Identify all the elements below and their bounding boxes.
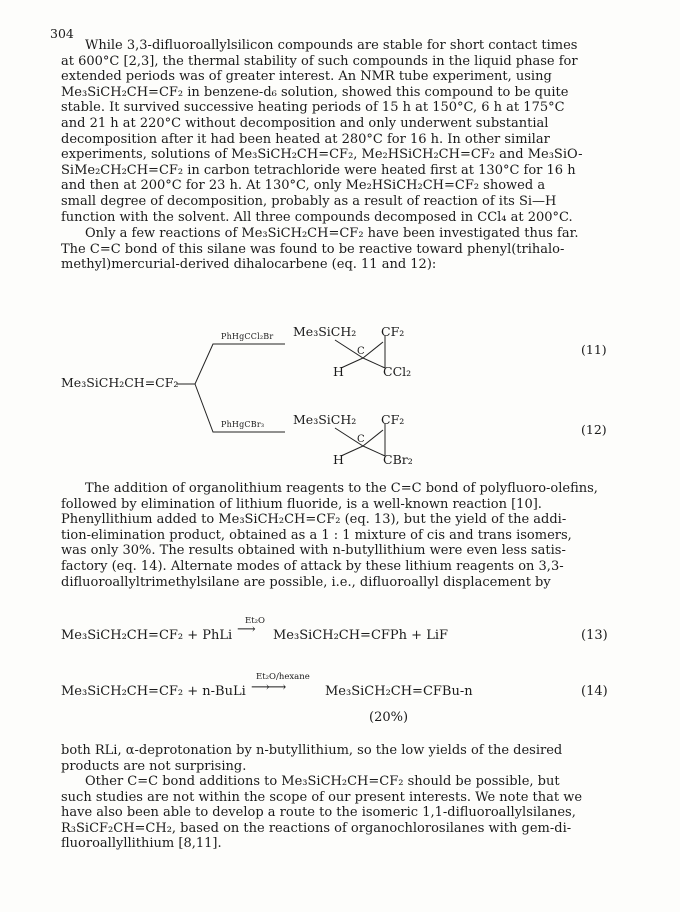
text-line: Only a few reactions of Me₃SiCH₂CH=CF₂ have been investigated thus far. bbox=[85, 226, 579, 241]
paragraph-thermal-stability bbox=[61, 38, 635, 225]
product11-dihalo-label: CCl₂ bbox=[383, 364, 412, 379]
text-line: tion-elimination product, obtained as a 1 : 1 mixture of cis and trans isomers, bbox=[61, 527, 572, 543]
eq13-arrow-icon: ⟶ bbox=[237, 622, 256, 637]
text-line: methyl)mercurial-derived dihalocarbene (eq. 11 and 12): bbox=[61, 257, 437, 273]
reagent-label-eq12: PhHgCBr₃ bbox=[221, 420, 265, 429]
product11-hydrogen-label: H bbox=[333, 364, 344, 379]
product12-hydrogen-label: H bbox=[333, 452, 344, 467]
product12-silyl-group: Me₃SiCH₂ bbox=[293, 412, 357, 427]
scheme-bonds-drawing bbox=[55, 320, 645, 470]
text-line: factory (eq. 14). Alternate modes of attack by these lithium reagents on 3,3- bbox=[61, 558, 564, 574]
eq13-products: Me₃SiCH₂CH=CFPh + LiF bbox=[273, 628, 449, 643]
text-line: experiments, solutions of Me₃SiCH₂CH=CF₂, Me₂HSiCH₂CH=CF₂ and Me₃SiO- bbox=[61, 147, 583, 163]
text-line: While 3,3-difluoroallylsilicon compounds are stable for short contact times bbox=[85, 38, 578, 53]
text-line: was only 30%. The results obtained with n-butyllithium were even less satis- bbox=[61, 543, 566, 559]
text-line: have also been able to develop a route to the isomeric 1,1-difluoroallylsilanes, bbox=[61, 805, 576, 821]
eq14-solvent-label: Et₂O/hexane bbox=[256, 672, 310, 682]
eq14-yield: (20%) bbox=[369, 710, 409, 725]
text-line: Phenyllithium added to Me₃SiCH₂CH=CF₂ (eq. 13), but the yield of the addi- bbox=[61, 512, 567, 528]
eq14-products: Me₃SiCH₂CH=CFBu-n bbox=[325, 684, 473, 699]
product12-cf2-label: CF₂ bbox=[381, 412, 405, 427]
product11-cf2-label: CF₂ bbox=[381, 324, 405, 339]
equation-number-12: (12) bbox=[581, 422, 607, 437]
eq13-reactants: Me₃SiCH₂CH=CF₂ + PhLi bbox=[61, 628, 233, 643]
text-line: R₃SiCF₂CH=CH₂, based on the reactions of organochlorosilanes with gem-di- bbox=[61, 820, 572, 836]
text-line: Me₃SiCH₂CH=CF₂ in benzene-d₆ solution, showed this compound to be quite bbox=[61, 84, 569, 100]
product11-silyl-group: Me₃SiCH₂ bbox=[293, 324, 357, 339]
reactant-formula: Me₃SiCH₂CH=CF₂ bbox=[61, 375, 179, 390]
eq14-arrow-icon: ⟶⟶ bbox=[251, 680, 285, 695]
text-line: SiMe₂CH₂CH=CF₂ in carbon tetrachloride were heated first at 130°C for 16 h bbox=[61, 162, 576, 178]
text-line: such studies are not within the scope of our present interests. We note that we bbox=[61, 789, 583, 805]
text-line: small degree of decomposition, probably as a result of reaction of its Si—H bbox=[61, 193, 557, 209]
text-line: The addition of organolithium reagents to the C=C bond of polyfluoro-olefins, bbox=[85, 481, 598, 496]
text-line: difluoroallyltrimethylsilane are possible, i.e., difluoroallyl displacement by bbox=[61, 574, 551, 590]
text-line: followed by elimination of lithium fluoride, is a well-known reaction [10]. bbox=[61, 496, 542, 512]
reagent-label-eq11: PhHgCCl₂Br bbox=[221, 332, 274, 341]
paragraph-organolithium bbox=[61, 481, 635, 590]
text-line: stable. It survived successive heating periods of 15 h at 150°C, 6 h at 175°C bbox=[61, 100, 565, 116]
equation-number-13: (13) bbox=[581, 628, 608, 643]
text-line: extended periods was of greater interest. An NMR tube experiment, using bbox=[61, 69, 552, 85]
product12-dihalo-label: CBr₂ bbox=[383, 452, 413, 467]
equation-number-14: (14) bbox=[581, 684, 608, 699]
text-line: fluoroallyllithium [8,11]. bbox=[61, 836, 222, 852]
product11-carbon-label: C bbox=[357, 346, 365, 357]
text-line: both RLi, α-deprotonation by n-butyllithium, so the low yields of the desired bbox=[61, 743, 563, 758]
text-line: decomposition after it had been heated at 280°C for 16 h. In other similar bbox=[61, 131, 550, 147]
paragraph-other-additions bbox=[61, 774, 635, 852]
paragraph-reactions-intro bbox=[61, 226, 635, 273]
page-number: 304 bbox=[50, 26, 74, 41]
equation-number-11: (11) bbox=[581, 342, 607, 357]
text-line: products are not surprising. bbox=[61, 758, 247, 774]
text-line: Other C=C bond additions to Me₃SiCH₂CH=CF₂ should be possible, but bbox=[85, 774, 560, 789]
reaction-scheme-11-12 bbox=[55, 320, 645, 470]
text-line: and then at 200°C for 23 h. At 130°C, only Me₂HSiCH₂CH=CF₂ showed a bbox=[61, 178, 546, 194]
text-line: at 600°C [2,3], the thermal stability of such compounds in the liquid phase for bbox=[61, 53, 578, 69]
text-line: and 21 h at 220°C without decomposition and only underwent substantial bbox=[61, 115, 549, 131]
text-line: function with the solvent. All three compounds decomposed in CCl₄ at 200°C. bbox=[61, 209, 573, 225]
eq14-reactants: Me₃SiCH₂CH=CF₂ + n-BuLi bbox=[61, 684, 246, 699]
paragraph-rli-deprotonation bbox=[61, 743, 635, 774]
product12-carbon-label: C bbox=[357, 434, 365, 445]
eq13-solvent-label: Et₂O bbox=[245, 616, 265, 626]
text-line: The C=C bond of this silane was found to be reactive toward phenyl(trihalo- bbox=[61, 241, 565, 257]
